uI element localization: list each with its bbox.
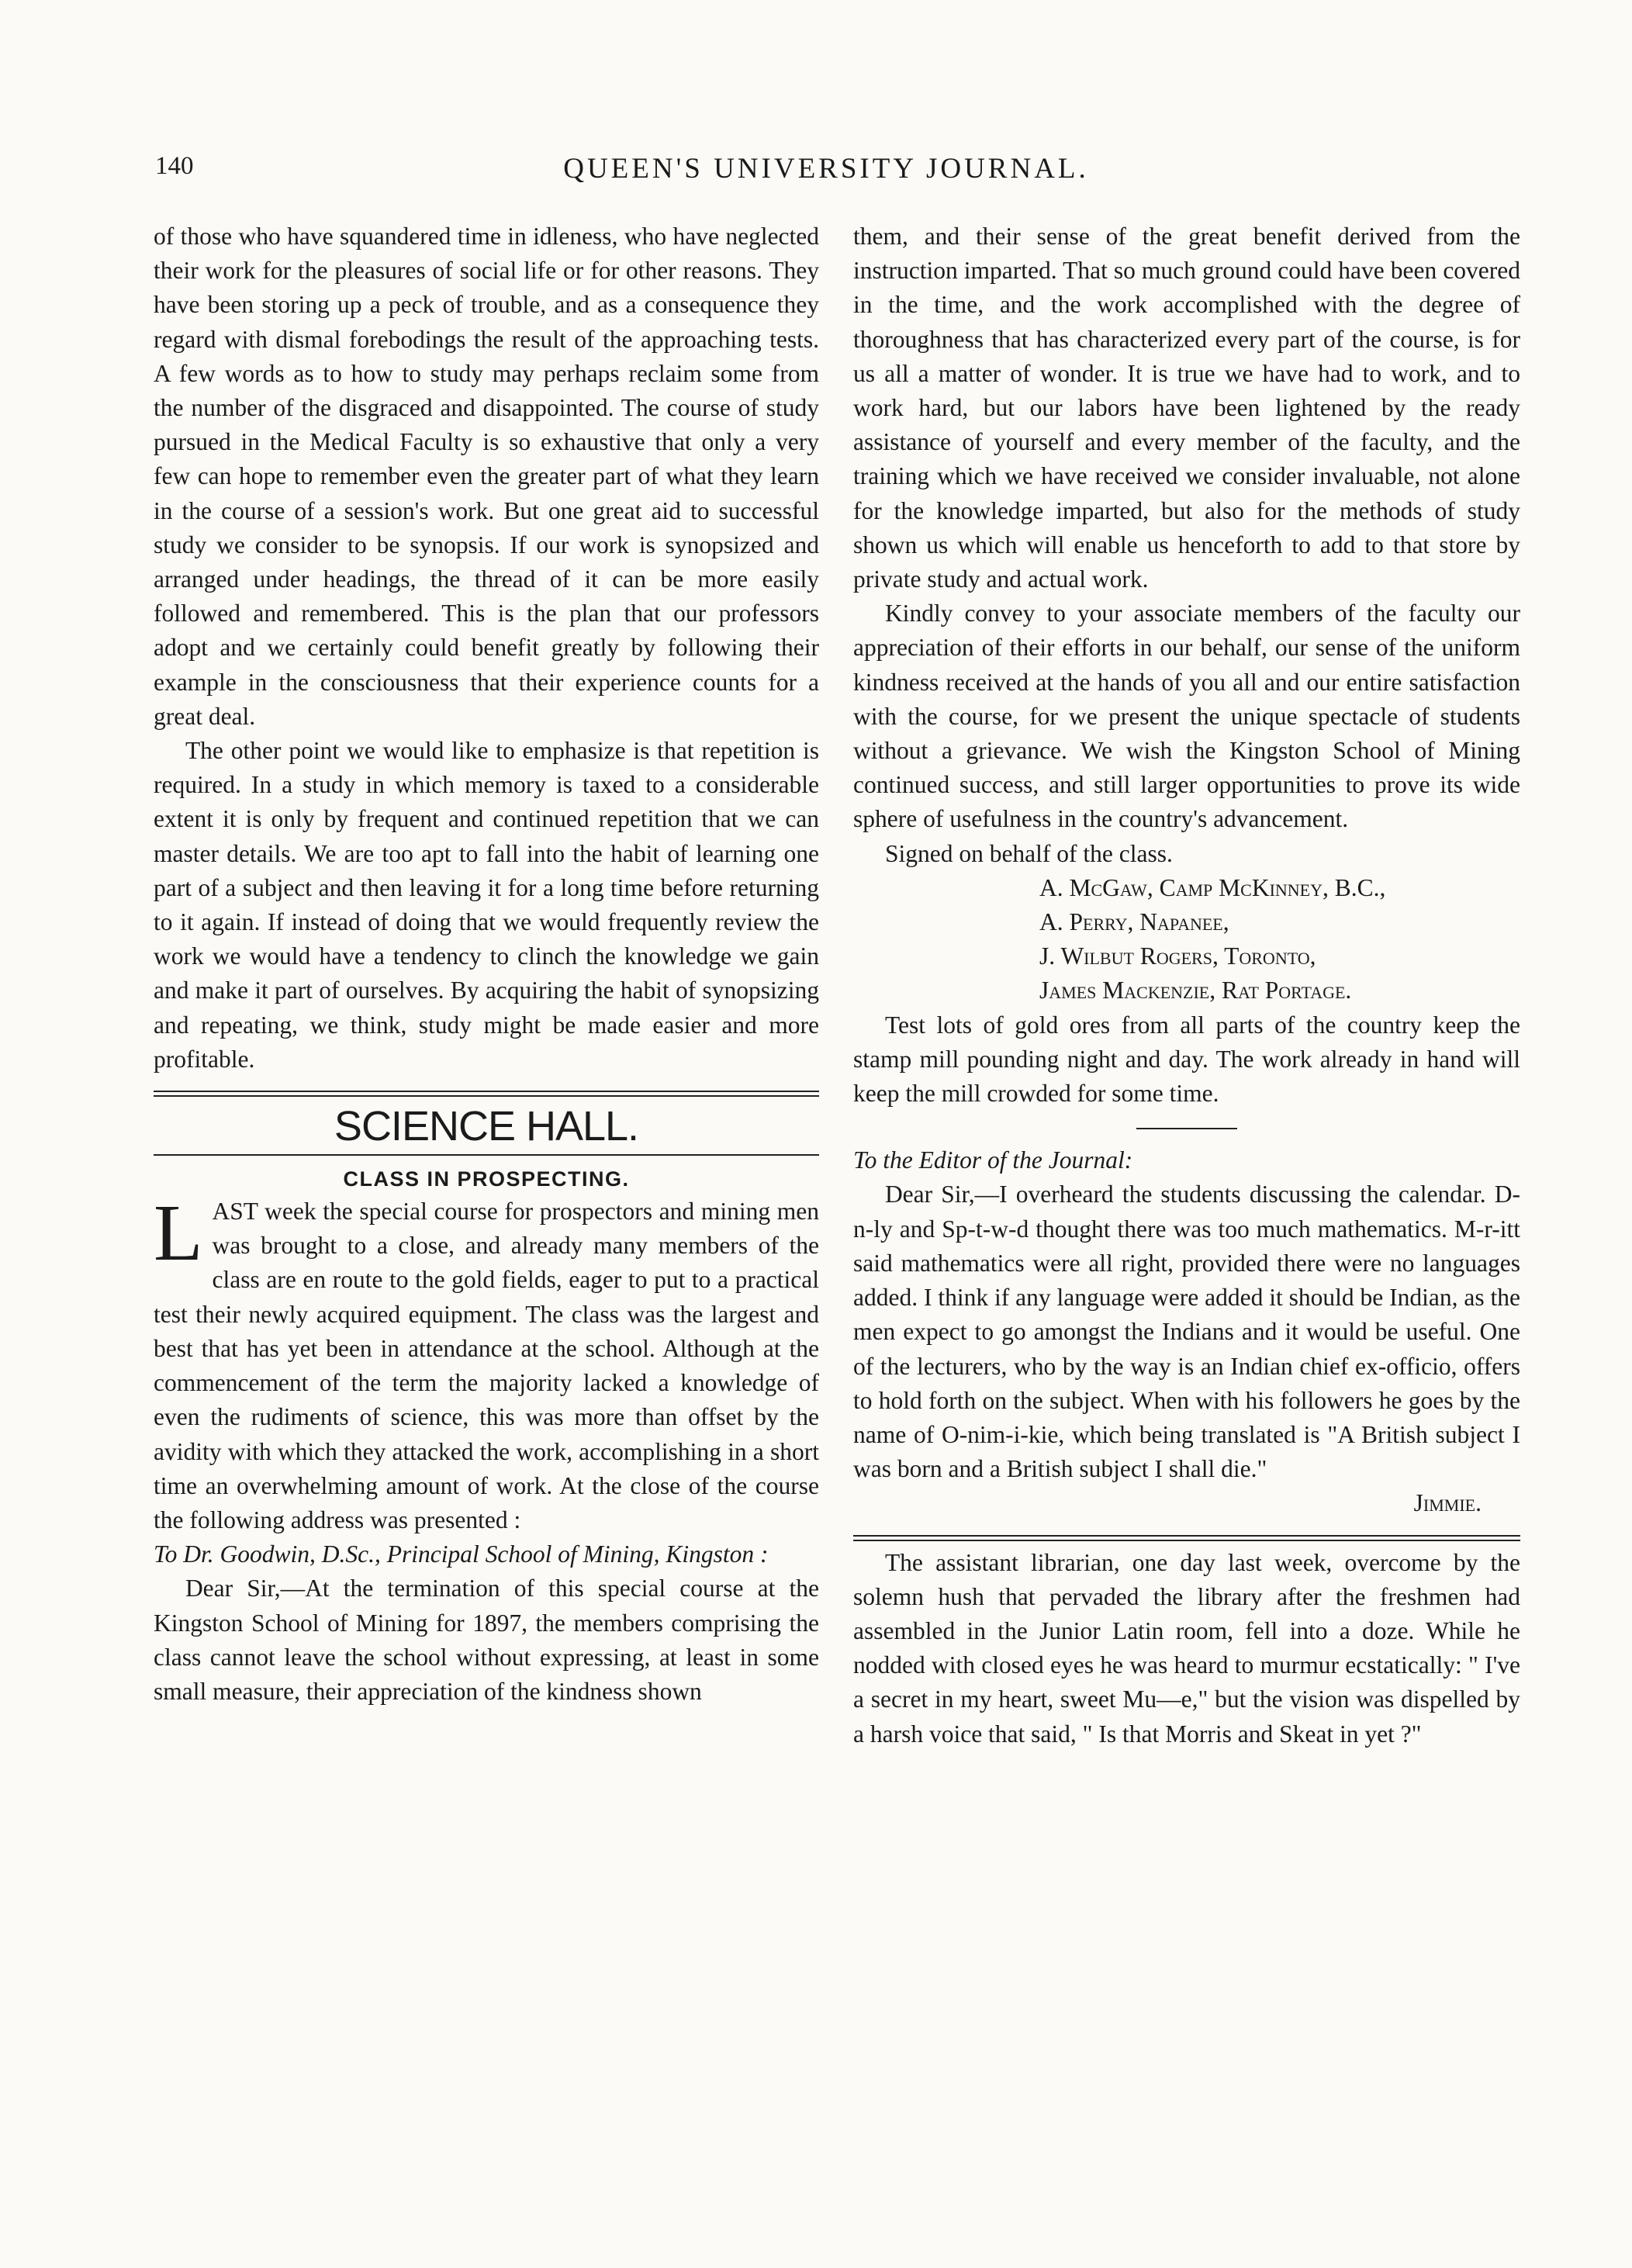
signer: James Mackenzie, Rat Portage. xyxy=(1039,977,1352,1004)
signer: A. McGaw, Camp McKinney, B.C., xyxy=(1039,873,1386,901)
left-paragraph-1: of those who have squandered time in idleness, who have neglected their work for the pleasures of social life or for other reasons. They have been storing up a peck of trouble, and as a consequence they regard with dismal forebodings the result of the approaching tests. A few words as to how to study may perhaps reclaim some from the number of the disgraced and disappointed. The course of study pursued in the Medical Faculty is so exhaustive that only a very few can hope to remember even the greater part of what they learn in the course of a session's work. But one great aid to successful study we consider to be synopsis. If our work is synopsized and arranged under headings, the thread of it can be more easily followed and remembered. This is the plan that our professors adopt and we certainly could benefit greatly by following their example in the consciousness that their experience counts for a great deal. xyxy=(154,223,819,730)
article-opening-paragraph xyxy=(154,1188,819,1537)
signer: J. Wilbut Rogers, Toronto, xyxy=(1039,942,1316,970)
drop-cap: L xyxy=(154,1188,203,1278)
stamp-mill-paragraph: Test lots of gold ores from all parts of the country keep the stamp mill pounding night and day. The work already in hand will keep the mill crowded for some time. xyxy=(853,1011,1520,1108)
right-paragraph-1: them, and their sense of the great benefit derived from the instruction imparted. That so much ground could have been covered in the time, and the work accomplished with the degree of thoroughness that has characterized every part of the course, is for us all a matter of wonder. It is true we have had to work, and to work hard, but our labors have been lightened by the ready assistance of yourself and every member of the faculty, and the training which we have received we consider invaluable, not alone for the knowledge imparted, but also for the methods of study shown us which will enable us henceforth to add to that store by private study and actual work. xyxy=(853,223,1520,593)
editor-salutation: To the Editor of the Journal: xyxy=(853,1146,1133,1174)
letter-body: Dear Sir,—I overheard the students discussing the calendar. D-n-ly and Sp-t-w-d thought there was too much mathematics. M-r-itt said mathematics were all right, provided there were no languages added. I think if any language were added it should be Indian, as the men expect to go amongst the Indians and it would be useful. One of the lecturers, who by the way is an Indian chief ex-officio, offers to hold forth on the subject. When with his followers he goes by the name of O-nim-i-kie, which being translated is "A British subject I was born and a British subject I shall die." xyxy=(853,1181,1520,1483)
page-header xyxy=(155,152,1497,199)
title-underline xyxy=(154,1154,819,1156)
section-divider xyxy=(154,1091,819,1097)
right-paragraph-2: Kindly convey to your associate members of the faculty our appreciation of their efforts in our behalf, our sense of the uniform kindness received at the hands of you all and our entire satisfaction with the course, for we present the unique spectacle of students without a grievance. We wish the Kingston School of Mining continued success, and still larger opportunities to prove its wide sphere of usefulness in the country's advancement. xyxy=(853,600,1520,833)
right-column xyxy=(853,220,1520,1751)
signers-list xyxy=(1039,871,1520,1008)
letter-signoff: Jimmie. xyxy=(1413,1489,1482,1517)
address-body-start: Dear Sir,—At the termination of this special course at the Kingston School of Mining for 1897, the members comprising the class cannot leave the school without expressing, at least in some small measure, their appreciation of the kindness shown xyxy=(154,1575,819,1705)
address-recipient: To Dr. Goodwin, D.Sc., Principal School of Mining, Kingston : xyxy=(154,1540,769,1568)
left-paragraph-2: The other point we would like to emphasize is that repetition is required. In a study in which memory is taxed to a considerable extent it is only by frequent and continued repetition that we can master details. We are too apt to fall into the habit of learning one part of a subject and then leaving it for a long time before returning to it again. If instead of doing that we would frequently review the work we would have a tendency to clinch the knowledge we gain and make it part of ourselves. By acquiring the habit of synopsizing and repeating, we think, study might be made easier and more profitable. xyxy=(154,737,819,1073)
left-column xyxy=(154,220,819,1709)
article-opening-text: AST week the special course for prospectors and mining men was brought to a close, and already many members of the class are en route to the gold fields, eager to put to a practical test their newly acquired equipment. The class was the largest and best that has yet been in attendance at the school. Although at the commencement of the term the majority lacked a knowledge of even the rudiments of science, this was more than offset by the avidity with which they attacked the work, accomplishing in a short time an overwhelming amount of work. At the close of the course the following address was presented : xyxy=(154,1198,819,1533)
article-subhead: CLASS IN PROSPECTING. xyxy=(343,1167,630,1191)
librarian-paragraph: The assistant librarian, one day last week, overcome by the solemn hush that pervaded the library after the freshmen had assembled in the Junior Latin room, fell into a doze. While he nodded with closed eyes he was heard to murmur ecstatically: " I've a secret in my heart, sweet Mu—e," but the vision was dispelled by a harsh voice that said, " Is that Morris and Skeat in yet ?" xyxy=(853,1548,1520,1748)
page-number: 140 xyxy=(155,152,194,180)
short-divider xyxy=(1136,1128,1237,1129)
signed-line: Signed on behalf of the class. xyxy=(884,839,1173,867)
journal-title: QUEEN'S UNIVERSITY JOURNAL. xyxy=(563,153,1089,185)
section-title: SCIENCE HALL. xyxy=(334,1103,639,1150)
bottom-divider xyxy=(853,1535,1520,1541)
signer: A. Perry, Napanee, xyxy=(1039,908,1229,936)
